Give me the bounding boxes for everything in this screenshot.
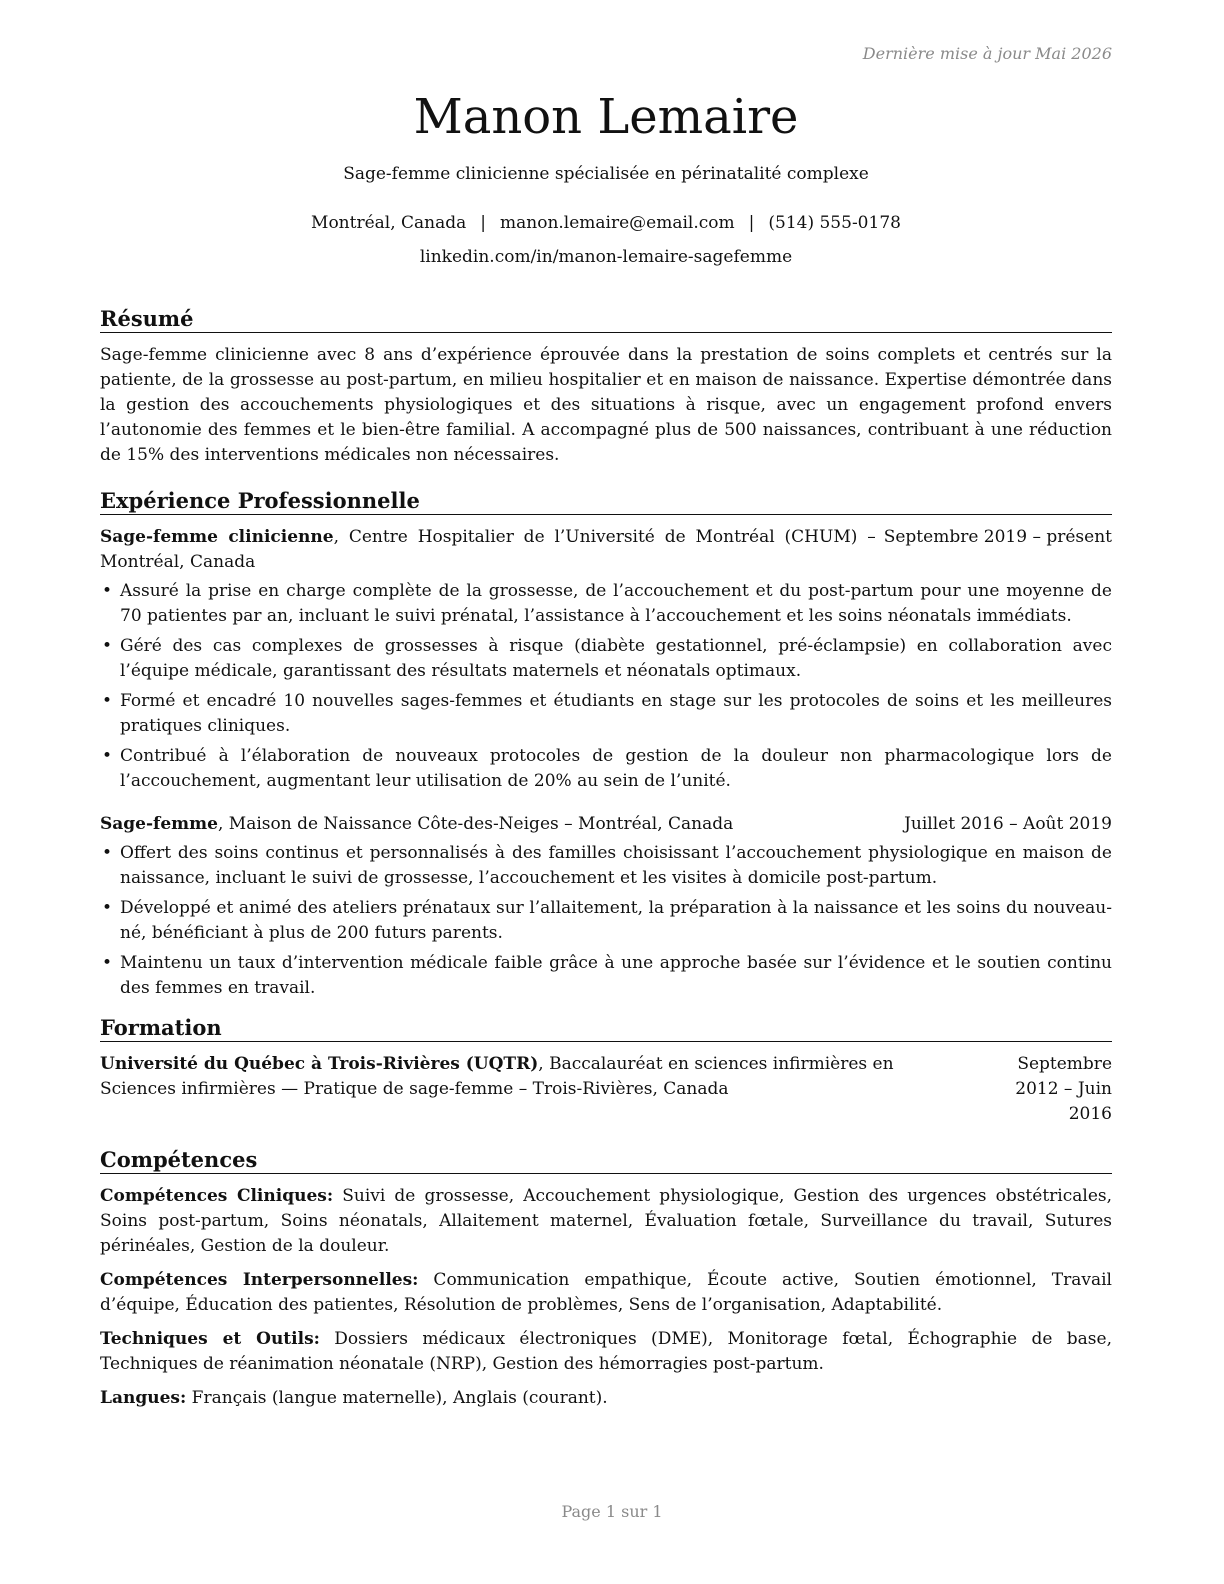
separator: | [748, 213, 755, 233]
school-name: Université du Québec à Trois-Rivières (UQTR) [100, 1054, 539, 1074]
skill-label: Compétences Cliniques: [100, 1186, 334, 1206]
job-title-line [100, 812, 904, 837]
bullet-item: • Offert des soins continus et personnalisés à des familles choisissant l’accouchement physiologique en maison de naissance, incluant le suivi de grossesse, l’accouchement et les visites à domicile post-partum. [100, 841, 1112, 891]
skill-text: Français (langue maternelle), Anglais (courant). [186, 1388, 608, 1408]
job-header [100, 525, 1112, 575]
job-organization: , Centre Hospitalier de l’Université de Montréal (CHUM) – Montréal, Canada [100, 527, 876, 572]
job-bullets [100, 841, 1112, 1001]
skill-group [100, 1184, 1112, 1259]
job-role: Sage-femme clinicienne [100, 527, 334, 547]
location: Montréal, Canada [311, 213, 467, 233]
tagline: Sage-femme clinicienne spécialisée en périnatalité complexe [343, 164, 869, 184]
skill-label: Langues: [100, 1388, 187, 1408]
resume-page [100, 0, 1112, 1420]
last-updated: Dernière mise à jour Mai 2026 [862, 44, 1112, 63]
section-title-experience: Expérience Professionnelle [100, 488, 1112, 515]
job-entry [100, 525, 1112, 794]
degree: , Baccalauréat en sciences infirmières en Sciences infirmières — Pratique de sage-femme – Trois-Rivières, Canada [100, 1054, 894, 1099]
separator: | [480, 213, 486, 233]
skill-group [100, 1268, 1112, 1318]
skill-text: Suivi de grossesse, Accouchement physiologique, Gestion des urgences obstétricales, Soins post-partum, Soins néonatals, Allaitement maternel, Évaluation fœtale, Surveillance du travail, Sutures périnéales, Gestion de la douleur. [100, 1186, 1113, 1256]
job-bullets [100, 579, 1112, 794]
contact-info [100, 206, 1112, 274]
section-title-skills: Compétences [100, 1147, 1112, 1174]
contact-line [100, 206, 1112, 240]
summary-text: Sage-femme clinicienne avec 8 ans d’expérience éprouvée dans la prestation de soins complets et centrés sur la patiente, de la grossesse au post-partum, en milieu hospitalier et en maison de naissance. Expertise démontrée dans la gestion des accouchements physiologiques et des situations à risque, avec un engagement profond envers l’autonomie des femmes et le bien-être familial. A accompagné plus de 500 naissances, contribuant à une réduction de 15% des interventions médicales non nécessaires. [100, 345, 1112, 465]
skill-text: Dossiers médicaux électroniques (DME), Monitorage fœtal, Échographie de base, Techniques de réanimation néonatale (NRP), Gestion des hémorragies post-partum. [100, 1329, 1112, 1374]
job-title-line [100, 525, 884, 575]
job-organization: , Maison de Naissance Côte-des-Neiges – Montréal, Canada [217, 814, 734, 834]
job-dates: Juillet 2016 – Août 2019 [904, 814, 1112, 834]
skill-group [100, 1327, 1112, 1377]
skill-group [100, 1386, 1112, 1411]
job-role: Sage-femme [100, 814, 218, 834]
phone: (514) 555-0178 [768, 213, 901, 233]
bullet-item: • Géré des cas complexes de grossesses à risque (diabète gestationnel, pré-éclampsie) en collaboration avec l’équipe médicale, garantissant des résultats maternels et néonatals optimaux. [100, 634, 1112, 684]
candidate-name: Manon Lemaire [413, 89, 799, 145]
bullet-item: • Formé et encadré 10 nouvelles sages-femmes et étudiants en stage sur les protocoles de soins et les meilleures pratiques cliniques. [100, 689, 1112, 739]
bullet-item: • Maintenu un taux d’intervention médicale faible grâce à une approche basée sur l’évidence et le soutien continu des femmes en travail. [100, 951, 1112, 1001]
skill-label: Techniques et Outils: [100, 1329, 320, 1349]
job-header [100, 812, 1112, 837]
education-entry [100, 1052, 1112, 1127]
linkedin-link[interactable]: linkedin.com/in/manon-lemaire-sagefemme [419, 247, 793, 267]
job-entry [100, 812, 1112, 1001]
email-link[interactable]: manon.lemaire@email.com [500, 213, 735, 233]
bullet-item: • Développé et animé des ateliers prénataux sur l’allaitement, la préparation à la naissance et les soins du nouveau-né, bénéficiant à plus de 200 futurs parents. [100, 896, 1112, 946]
bullet-item: • Assuré la prise en charge complète de la grossesse, de l’accouchement et du post-partum pour une moyenne de 70 patientes par an, incluant le suivi prénatal, l’assistance à l’accouchement et les soins néonatals immédiats. [100, 579, 1112, 629]
education-dates: Septembre 2012 – Juin 2016 [1015, 1054, 1112, 1124]
job-dates: Septembre 2019 – présent [883, 527, 1112, 547]
skill-text: Communication empathique, Écoute active, Soutien émotionnel, Travail d’équipe, Éducation des patientes, Résolution de problèmes, Sens de l’organisation, Adaptabilité. [100, 1270, 1112, 1315]
skill-label: Compétences Interpersonnelles: [100, 1270, 419, 1290]
bullet-item: • Contribué à l’élaboration de nouveaux protocoles de gestion de la douleur non pharmacologique lors de l’accouchement, augmentant leur utilisation de 20% au sein de l’unité. [100, 744, 1112, 794]
education-details [100, 1052, 972, 1127]
page-number: Page 1 sur 1 [561, 1502, 663, 1521]
section-title-education: Formation [100, 1015, 1112, 1042]
section-title-summary: Résumé [100, 306, 1112, 333]
